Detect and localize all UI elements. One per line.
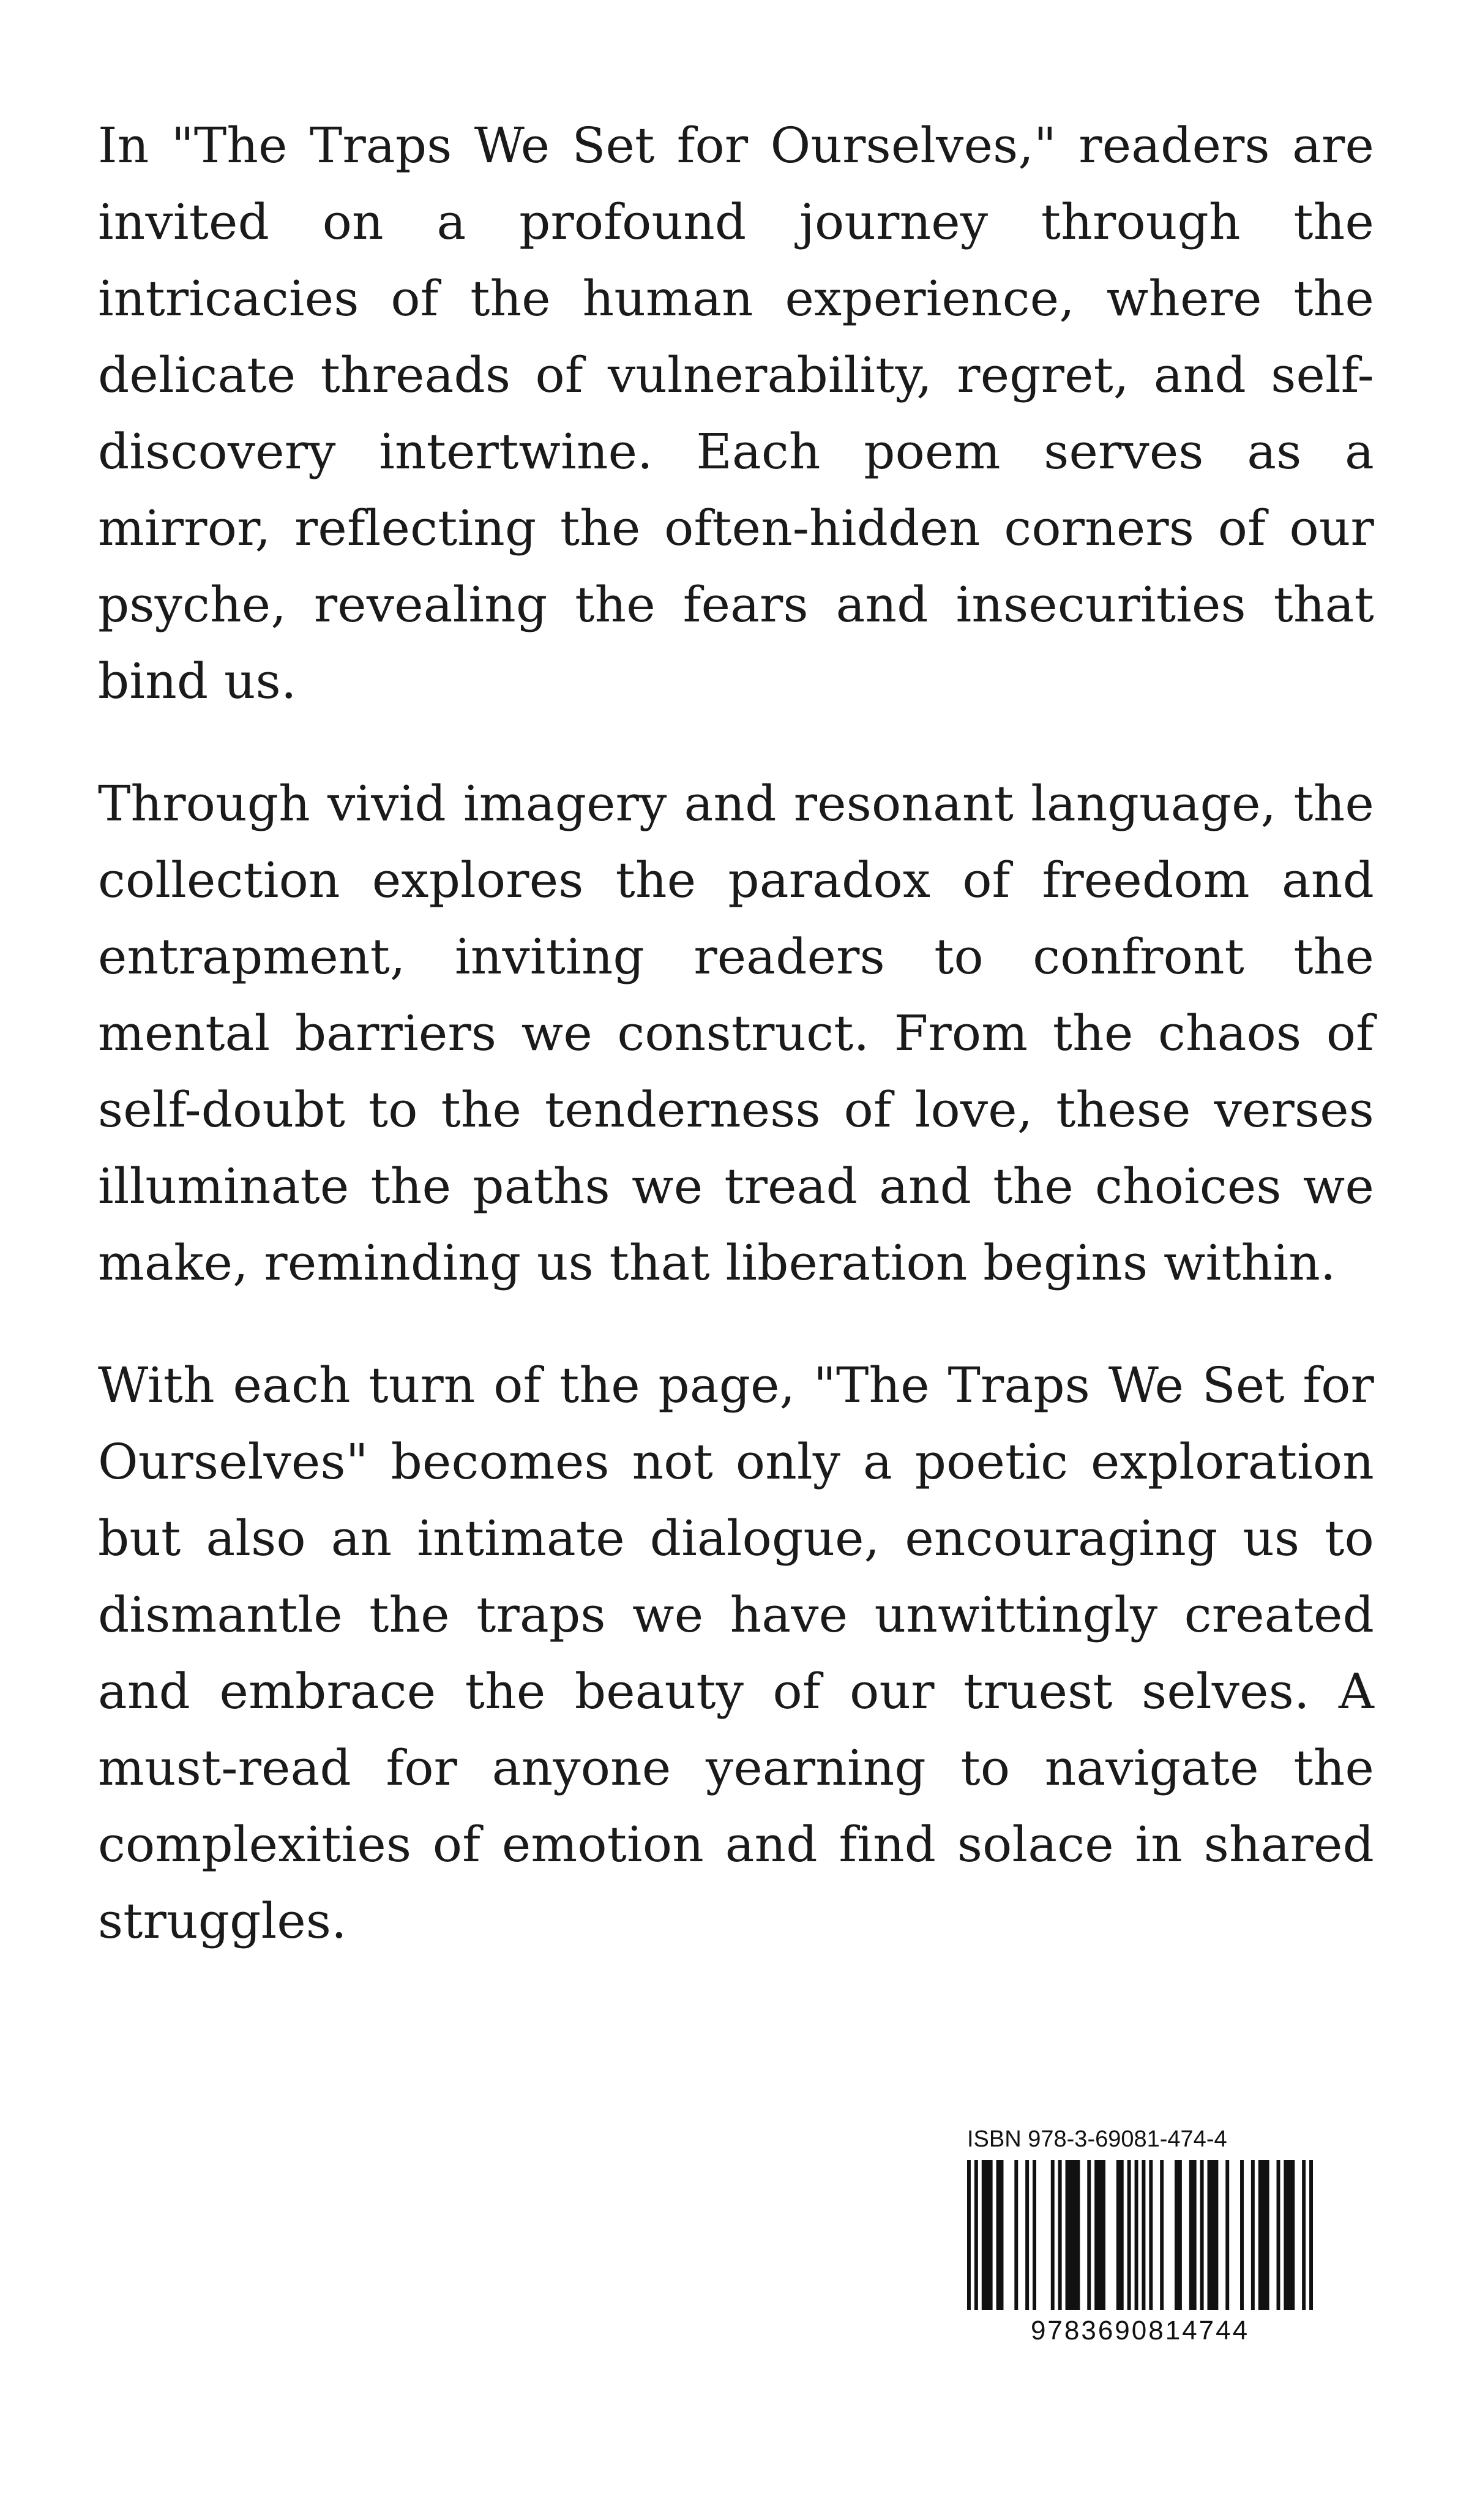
barcode-bar xyxy=(1309,2160,1313,2310)
barcode-bar xyxy=(1087,2160,1091,2310)
barcode-bar xyxy=(1189,2160,1197,2310)
barcode-bar xyxy=(1302,2160,1306,2310)
barcode-bar xyxy=(1200,2160,1204,2310)
blurb-paragraph-2: Through vivid imagery and resonant language, the collection explores the paradox of freedom and entrapment, inviting readers to confront the mental barriers we construct. From the chaos of self-doubt to the tenderness of love, these verses illuminate the paths we tread and the choices we make, reminding us that liberation begins within. xyxy=(98,775,1374,1291)
barcode-bar xyxy=(1094,2160,1105,2310)
barcode-bar xyxy=(1066,2160,1080,2310)
ean-number: 9783690814744 xyxy=(1030,2316,1250,2346)
isbn-label: ISBN 978-3-69081-474-4 xyxy=(967,2126,1227,2152)
barcode-bar xyxy=(1258,2160,1269,2310)
barcode-bar xyxy=(1284,2160,1295,2310)
barcode-bar xyxy=(1051,2160,1055,2310)
barcode-bar xyxy=(1225,2160,1229,2310)
barcode-bar xyxy=(974,2160,978,2310)
barcode-bar xyxy=(1240,2160,1244,2310)
barcode-bar xyxy=(996,2160,1004,2310)
barcode-bar xyxy=(1160,2160,1164,2310)
barcode-bar xyxy=(1251,2160,1255,2310)
barcode-bar xyxy=(1208,2160,1219,2310)
barcode-bars xyxy=(967,2160,1313,2310)
barcode-bar xyxy=(1116,2160,1124,2310)
barcode-bar xyxy=(1025,2160,1029,2310)
barcode-bar xyxy=(1175,2160,1182,2310)
blurb-paragraph-1: In "The Traps We Set for Ourselves," readers are invited on a profound journey through the intricacies of the human experience, where the delicate threads of vulnerability, regret, and self-discovery intertwine. Each poem serves as a mirror, reflecting the often-hidden corners of our psyche, revealing the fears and insecurities that bind us. xyxy=(98,117,1374,710)
barcode-bar xyxy=(1033,2160,1036,2310)
barcode-bar xyxy=(982,2160,993,2310)
barcode-bar xyxy=(967,2160,971,2310)
barcode-bar xyxy=(1277,2160,1280,2310)
isbn-barcode-block xyxy=(967,2124,1313,2348)
barcode-bar xyxy=(1142,2160,1145,2310)
barcode-bar xyxy=(1135,2160,1138,2310)
barcode-bar xyxy=(1058,2160,1062,2310)
barcode-bar xyxy=(1149,2160,1153,2310)
barcode-bar xyxy=(1127,2160,1131,2310)
back-cover-blurb xyxy=(98,107,1374,2005)
blurb-paragraph-3: With each turn of the page, "The Traps We Set for Ourselves" becomes not only a poetic exploration but also an intimate dialogue, encouraging us to dismantle the traps we have unwittingly created and embrace the beauty of our truest selves. A must-read for anyone yearning to navigate the complexities of emotion and find solace in shared struggles. xyxy=(98,1357,1374,1949)
barcode-bar xyxy=(1014,2160,1018,2310)
